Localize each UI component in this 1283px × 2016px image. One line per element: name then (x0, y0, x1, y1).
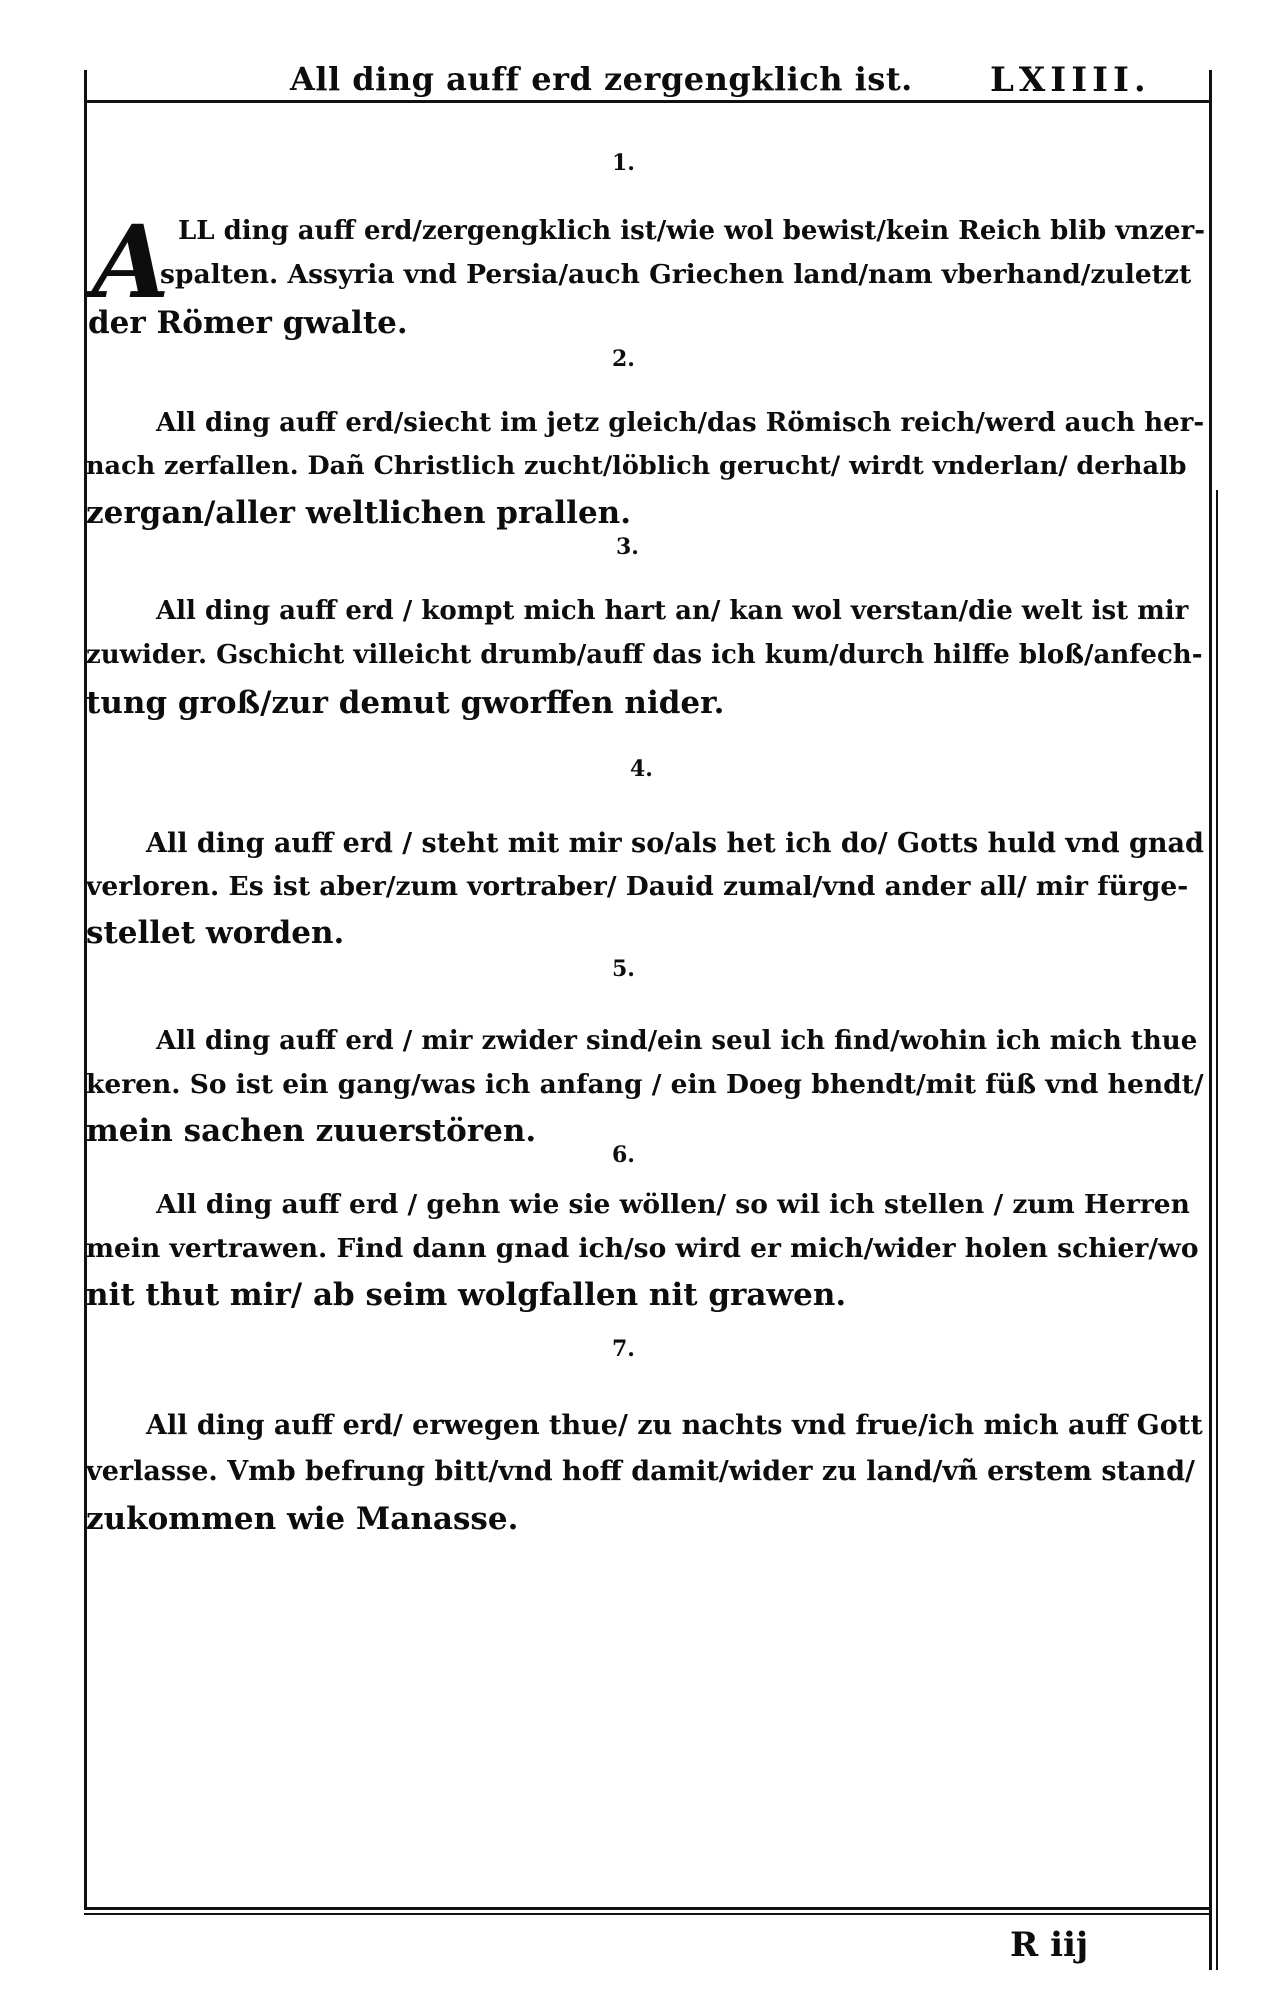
stanza-line: verloren. Es ist aber/zum vortraber/ Dauid zumal/vnd ander all/ mir fürge- (86, 871, 1189, 902)
stanza-line: mein vertrawen. Find dann gnad ich/so wird er mich/wider holen schier/wo (86, 1233, 1199, 1264)
stanza-line: All ding auff erd / kompt mich hart an/ kan wol verstan/die welt ist mir (156, 596, 1189, 626)
signature-mark: R iij (1010, 1925, 1089, 1965)
stanza-number: 2. (612, 346, 635, 372)
stanza-line: mein sachen zuuerstören. (86, 1113, 537, 1149)
stanza-number: 1. (612, 150, 635, 176)
stanza-line: zuwider. Gschicht villeicht drumb/auff das ich kum/durch hilffe bloß/anfech- (86, 640, 1203, 670)
stanza-line: zukommen wie Manasse. (86, 1501, 519, 1537)
running-head: All ding auff erd zergengklich ist. (290, 60, 913, 98)
stanza-line: All ding auff erd / mir zwider sind/ein seul ich find/wohin ich mich thue (156, 1026, 1198, 1056)
frame-rule-bottom (84, 1907, 1212, 1910)
stanza-number: 4. (630, 756, 653, 782)
stanza-number: 6. (612, 1142, 635, 1168)
stanza-line: spalten. Assyria vnd Persia/auch Griechen land/nam vberhand/zuletzt (160, 259, 1192, 290)
stanza-line: LL ding auff erd/zergengklich ist/wie wol bewist/kein Reich blib vnzer- (178, 216, 1206, 246)
stanza-line: zergan/aller weltlichen prallen. (86, 495, 631, 531)
stanza-line: nit thut mir/ ab seim wolgfallen nit grawen. (86, 1277, 847, 1313)
stanza-line: verlasse. Vmb befrung bitt/vnd hoff damit/wider zu land/vñ erstem stand/ (86, 1456, 1195, 1487)
stanza-line: nach zerfallen. Dañ Christlich zucht/löblich gerucht/ wirdt vnderlan/ derhalb (86, 451, 1187, 481)
stanza-number: 3. (616, 534, 639, 560)
stanza-line: All ding auff erd / steht mit mir so/als het ich do/ Gotts huld vnd gnad (146, 828, 1204, 859)
frame-rule-right (1209, 70, 1212, 1970)
stanza-line: tung groß/zur demut gworffen nider. (86, 685, 725, 721)
stanza-line: stellet worden. (86, 915, 345, 951)
frame-rule-right-inner (1216, 490, 1218, 1970)
stanza-line: All ding auff erd/ erwegen thue/ zu nachts vnd frue/ich mich auff Gott (146, 1410, 1203, 1441)
stanza-line: All ding auff erd/siecht im jetz gleich/das Römisch reich/werd auch her- (156, 408, 1205, 438)
stanza-number: 7. (612, 1336, 635, 1362)
stanza-number: 5. (612, 956, 635, 982)
frame-rule-left (84, 70, 87, 1908)
frame-rule-top (84, 100, 1212, 103)
folio-number: LXIIII. (990, 60, 1151, 100)
stanza-line: keren. So ist ein gang/was ich anfang / ein Doeg bhendt/mit füß vnd hendt/ (86, 1069, 1204, 1100)
frame-rule-bottom-double (84, 1913, 1212, 1915)
stanza-line: der Römer gwalte. (88, 305, 408, 341)
decorated-initial: A (92, 203, 170, 321)
stanza-line: All ding auff erd / gehn wie sie wöllen/ so wil ich stellen / zum Herren (156, 1189, 1190, 1220)
